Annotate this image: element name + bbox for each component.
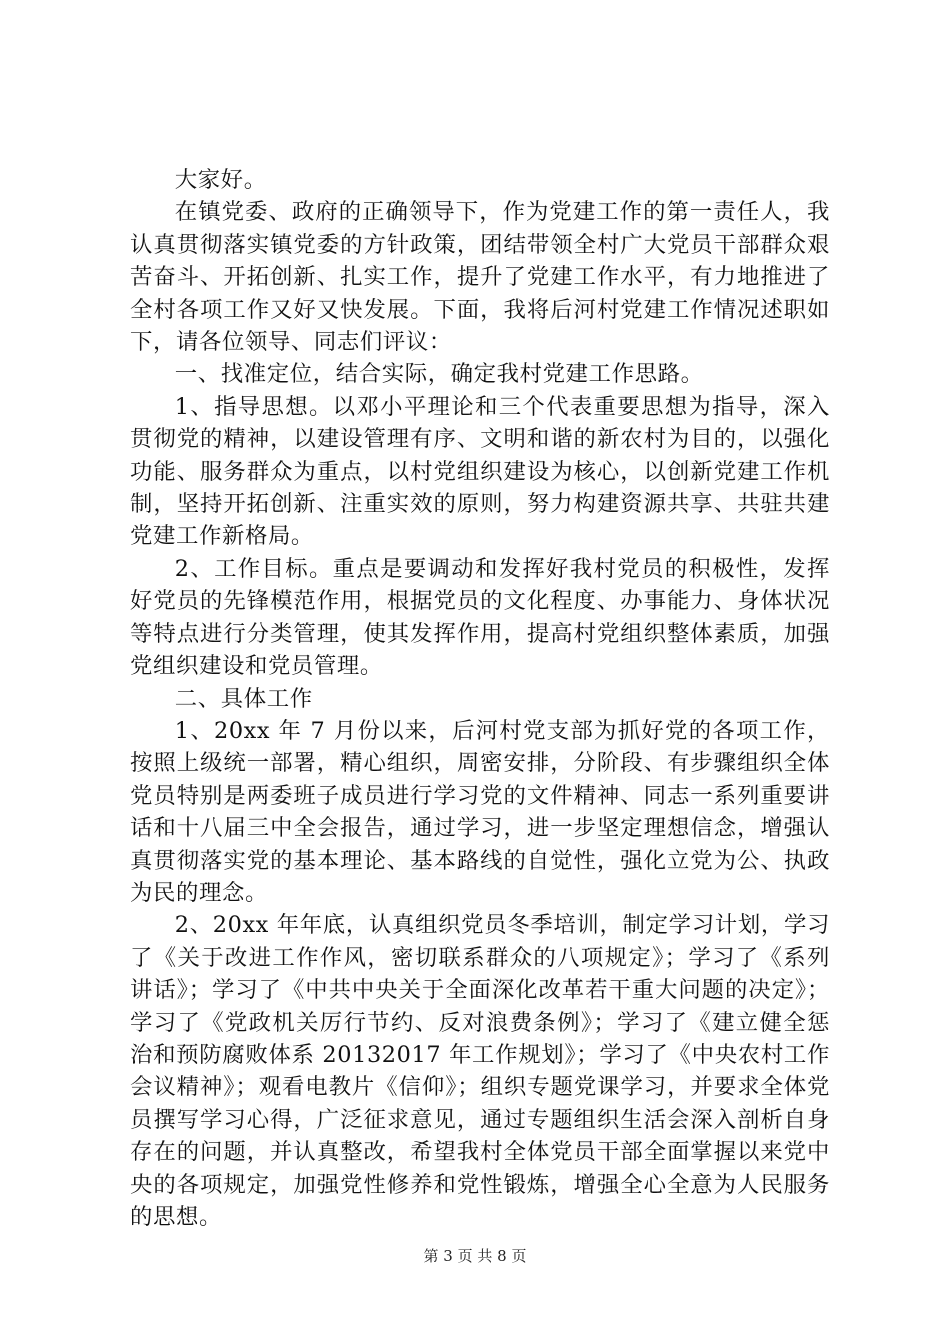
page-number-footer: 第 3 页 共 8 页 <box>423 1247 527 1265</box>
paragraph-work-goal: 2、工作目标。重点是要调动和发挥好我村党员的积极性，发挥好党员的先锋模范作用，根据党员的文化程度、办事能力、身体状况等特点进行分类管理，使其发挥作用，提高村党组织整体素质，加强党组织建设和党员管理。 <box>130 555 830 680</box>
section-heading-2: 二、具体工作 <box>174 685 313 712</box>
document-body <box>130 164 830 1233</box>
section-heading-1: 一、找准定位，结合实际，确定我村党建工作思路。 <box>174 361 704 388</box>
paragraph-guiding-thought: 1、指导思想。以邓小平理论和三个代表重要思想为指导，深入贯彻党的精神，以建设管理有序、文明和谐的新农村为目的，以强化功能、服务群众为重点，以村党组织建设为核心，以创新党建工作机制，坚持开拓创新、注重实效的原则，努力构建资源共享、共驻共建党建工作新格局。 <box>130 393 830 550</box>
paragraph-work-item-2: 2、20xx 年年底，认真组织党员冬季培训，制定学习计划，学习了《关于改进工作作风，密切联系群众的八项规定》；学习了《系列讲话》；学习了《中共中央关于全面深化改革若干重大问题的决定》；学习了《党政机关厉行节约、反对浪费条例》；学习了《建立健全惩治和预防腐败体系 20132017 年工作规划》；学习了《中央农村工作会议精神》；观看电教片《信仰》；组织专题党课学习，并要求全体党员撰写学习心得，广泛征求意见，通过专题组织生活会深入剖析自身存在的问题，并认真整改，希望我村全体党员干部全面掌握以来党中央的各项规定，加强党性修养和党性锻炼，增强全心全意为人民服务的思想。 <box>130 912 830 1230</box>
paragraph-work-item-1: 1、20xx 年 7 月份以来，后河村党支部为抓好党的各项工作，按照上级统一部署，精心组织，周密安排，分阶段、有步骤组织全体党员特别是两委班子成员进行学习党的文件精神、同志一系列重要讲话和十八届三中全会报告，通过学习，进一步坚定理想信念，增强认真贯彻落实党的基本理论、基本路线的自觉性，强化立党为公、执政为民的理念。 <box>130 717 830 906</box>
paragraph-greeting: 大家好。 <box>174 167 267 193</box>
paragraph-intro: 在镇党委、政府的正确领导下，作为党建工作的第一责任人，我认真贯彻落实镇党委的方针政策，团结带领全村广大党员干部群众艰苦奋斗、开拓创新、扎实工作，提升了党建工作水平，有力地推进了全村各项工作又好又快发展。下面，我将后河村党建工作情况述职如下，请各位领导、同志们评议： <box>130 199 830 356</box>
